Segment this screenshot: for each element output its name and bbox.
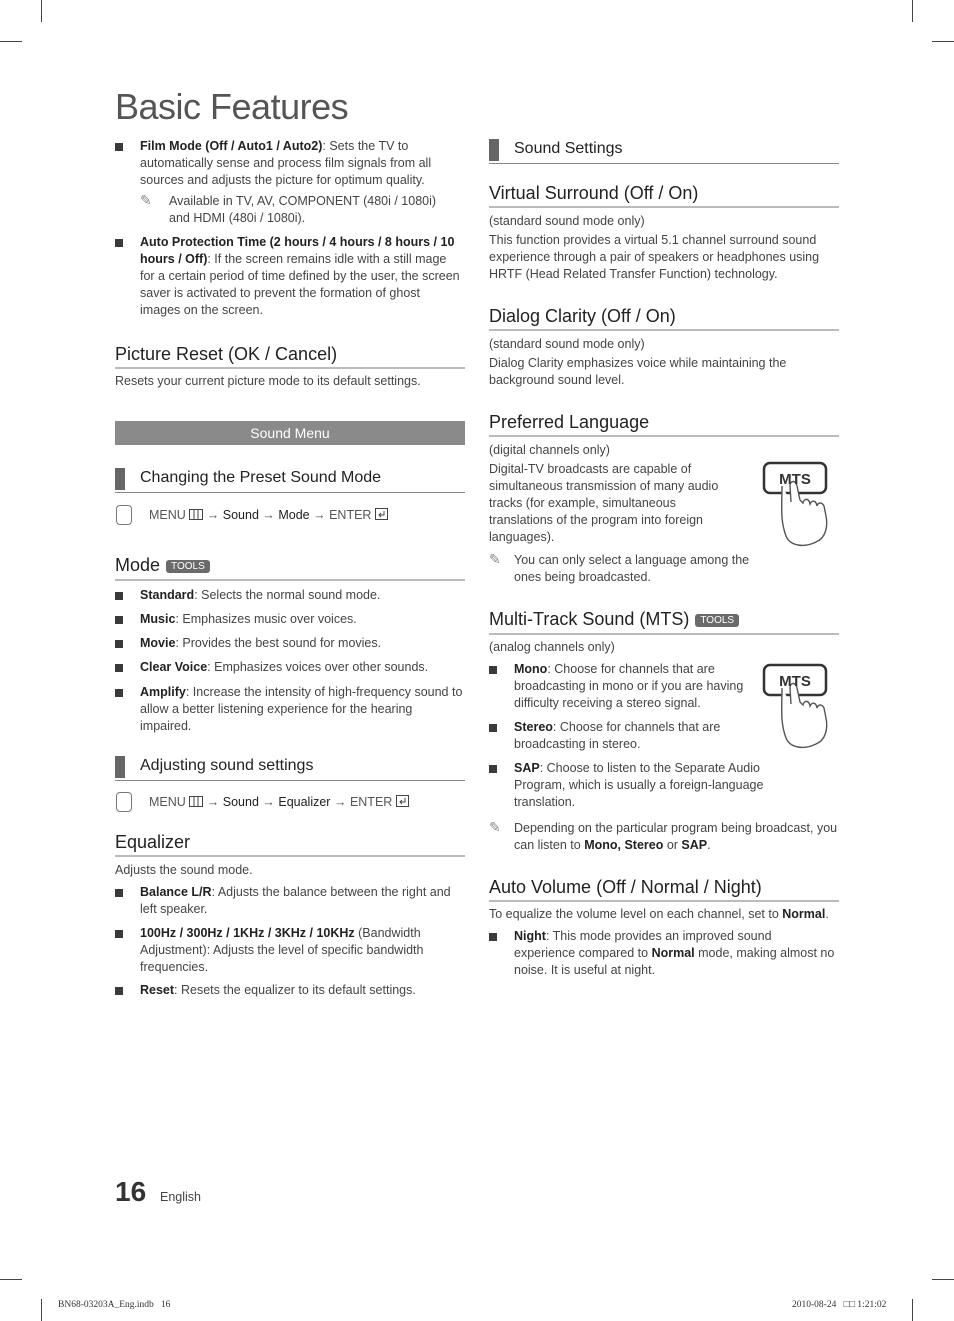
enter-label: ENTER (349, 795, 393, 809)
mts-qualifier: (analog channels only) (489, 640, 615, 654)
dialog-clarity-heading: Dialog Clarity (Off / On) (489, 306, 839, 331)
sound-settings-heading-text: Sound Settings (514, 140, 623, 157)
dialog-clarity-qualifier: (standard sound mode only) (489, 337, 645, 351)
mts-item: Mono: Choose for channels that are broadcasting in mono or if you are having difficulty receiving a stereo signal. (514, 662, 744, 710)
mode-label: Mode (278, 508, 310, 522)
crop-mark (932, 41, 954, 42)
bullet (115, 640, 123, 648)
enter-icon (375, 508, 388, 520)
virtual-surround-heading: Virtual Surround (Off / On) (489, 183, 839, 208)
equalizer-intro: Adjusts the sound mode. (115, 863, 253, 877)
crop-mark (0, 1279, 22, 1280)
adjusting-sound-heading-text: Adjusting sound settings (140, 757, 314, 774)
bullet (489, 666, 497, 674)
menu-label: MENU (149, 508, 186, 522)
preset-sound-heading (115, 468, 465, 493)
mts-heading (489, 609, 839, 635)
section-bar (115, 468, 125, 490)
mts-item: Stereo: Choose for channels that are broadcasting in stereo. (514, 720, 721, 751)
remote-control-icon (116, 505, 132, 525)
mode-item: Standard: Selects the normal sound mode. (140, 588, 381, 602)
preset-sound-heading-text: Changing the Preset Sound Mode (140, 469, 382, 486)
pencil-note-icon: ✎ (140, 192, 152, 208)
preferred-language-text: Digital-TV broadcasts are capable of simultaneous transmission of many audio tracks (for example, simultaneous translations of the program into foreign languages). (489, 462, 719, 544)
equalizer-item: 100Hz / 300Hz / 1KHz / 3KHz / 10KHz (Bandwidth Adjustment): Adjusts the level of specific bandwidth frequencies. (140, 926, 424, 974)
mode-item: Movie: Provides the best sound for movies. (140, 636, 382, 650)
remote-control-icon (116, 792, 132, 812)
bullet (489, 724, 497, 732)
equalizer-item: Balance L/R: Adjusts the balance between the right and left speaker. (140, 885, 451, 916)
tools-icon: TOOLS (695, 614, 739, 627)
bullet (115, 689, 123, 697)
auto-protection-label: Auto Protection Time (2 hours / 4 hours / 8 hours / 10 hours / Off) (140, 235, 455, 266)
bullet (489, 765, 497, 773)
film-mode-label: Film Mode (Off / Auto1 / Auto2) (140, 139, 323, 153)
enter-icon (396, 795, 409, 807)
menu-grid-icon (189, 796, 203, 807)
auto-protection-paragraph (140, 234, 460, 319)
preferred-language-qualifier: (digital channels only) (489, 443, 610, 457)
footer-timestamp: 2010-08-24 □□ 1:21:02 (792, 1300, 887, 1310)
bullet (115, 930, 123, 938)
auto-volume-night: Night: This mode provides an improved sound experience compared to Normal mode, making almost no noise. It is useful at night. (514, 929, 835, 977)
page-language: English (160, 1190, 201, 1204)
mode-heading (115, 555, 465, 581)
equalizer-label: Equalizer (278, 795, 331, 809)
adjusting-sound-heading (115, 756, 465, 781)
tools-icon: TOOLS (166, 560, 210, 573)
sound-menu-banner: Sound Menu (115, 421, 465, 445)
pencil-note-icon: ✎ (489, 551, 501, 567)
pencil-note-icon: ✎ (489, 819, 501, 835)
sound-settings-heading (489, 139, 839, 164)
hand-pressing-button-icon (760, 460, 832, 550)
mode-item: Amplify: Increase the intensity of high-frequency sound to allow a better listening experience for the hearing impaired. (140, 685, 463, 733)
menu-label: MENU (149, 795, 186, 809)
equalizer-heading: Equalizer (115, 832, 465, 857)
crop-mark (0, 41, 22, 42)
dialog-clarity-text: Dialog Clarity emphasizes voice while maintaining the background sound level. (489, 356, 787, 387)
menu-grid-icon (189, 509, 203, 520)
mts-item: SAP: Choose to listen to the Separate Audio Program, which is usually a foreign-language translation. (514, 761, 764, 809)
bullet (489, 933, 497, 941)
crop-mark (912, 1299, 913, 1321)
crop-mark (41, 0, 42, 22)
crop-mark (912, 0, 913, 22)
crop-mark (932, 1279, 954, 1280)
bullet (115, 889, 123, 897)
mode-item: Clear Voice: Emphasizes voices over other sounds. (140, 660, 429, 674)
auto-volume-heading: Auto Volume (Off / Normal / Night) (489, 877, 839, 902)
sound-label: Sound (222, 508, 259, 522)
mts-button-label: MTS (779, 673, 811, 690)
picture-reset-heading: Picture Reset (OK / Cancel) (115, 344, 465, 369)
bullet (115, 664, 123, 672)
mts-button-label: MTS (779, 471, 811, 488)
bullet (115, 592, 123, 600)
auto-protection-text: : If the screen remains idle with a still mage for a certain period of time defined by the user, the screen saver is activated to prevent the formation of ghost images on the screen. (140, 252, 460, 317)
footer-file: BN68-03203A_Eng.indb 16 (58, 1300, 171, 1310)
page-number: 16 (115, 1176, 147, 1207)
preferred-language-note: You can only select a language among the ones being broadcasted. (514, 553, 750, 584)
bullet (115, 143, 123, 151)
auto-volume-intro: To equalize the volume level on each channel, set to Normal. (489, 907, 829, 921)
bullet (115, 239, 123, 247)
preferred-language-heading: Preferred Language (489, 412, 839, 437)
film-mode-paragraph (140, 138, 460, 189)
mts-note: Depending on the particular program being broadcast, you can listen to Mono, Stereo or SAP. (514, 821, 838, 852)
bullet (115, 616, 123, 624)
section-bar (489, 139, 499, 161)
virtual-surround-qualifier: (standard sound mode only) (489, 214, 645, 228)
film-mode-note: Available in TV, AV, COMPONENT (480i / 1080i) and HDMI (480i / 1080i). (169, 194, 437, 225)
preset-menu-path: MENU → Sound → Mode → ENTER (149, 508, 388, 522)
bullet (115, 987, 123, 995)
mode-item: Music: Emphasizes music over voices. (140, 612, 357, 626)
picture-reset-text: Resets your current picture mode to its default settings. (115, 374, 421, 388)
hand-pressing-button-icon (760, 662, 832, 752)
page-title: Basic Features (115, 86, 349, 127)
mode-heading-text: Mode (115, 555, 161, 575)
sound-label: Sound (222, 795, 259, 809)
adjusting-menu-path: MENU → Sound → Equalizer → ENTER (149, 795, 409, 809)
virtual-surround-text: This function provides a virtual 5.1 channel surround sound experience through a pair of speakers or headphones using HRTF (Head Related Transfer Function) technology. (489, 233, 820, 281)
equalizer-item: Reset: Resets the equalizer to its default settings. (140, 983, 416, 997)
mts-heading-text: Multi-Track Sound (MTS) (489, 609, 690, 629)
crop-mark (41, 1299, 42, 1321)
section-bar (115, 756, 125, 778)
film-mode-text: : Sets the TV to automatically sense and process film signals from all sources and adjusts the picture for optimum quality. (140, 139, 432, 187)
enter-label: ENTER (329, 508, 372, 522)
